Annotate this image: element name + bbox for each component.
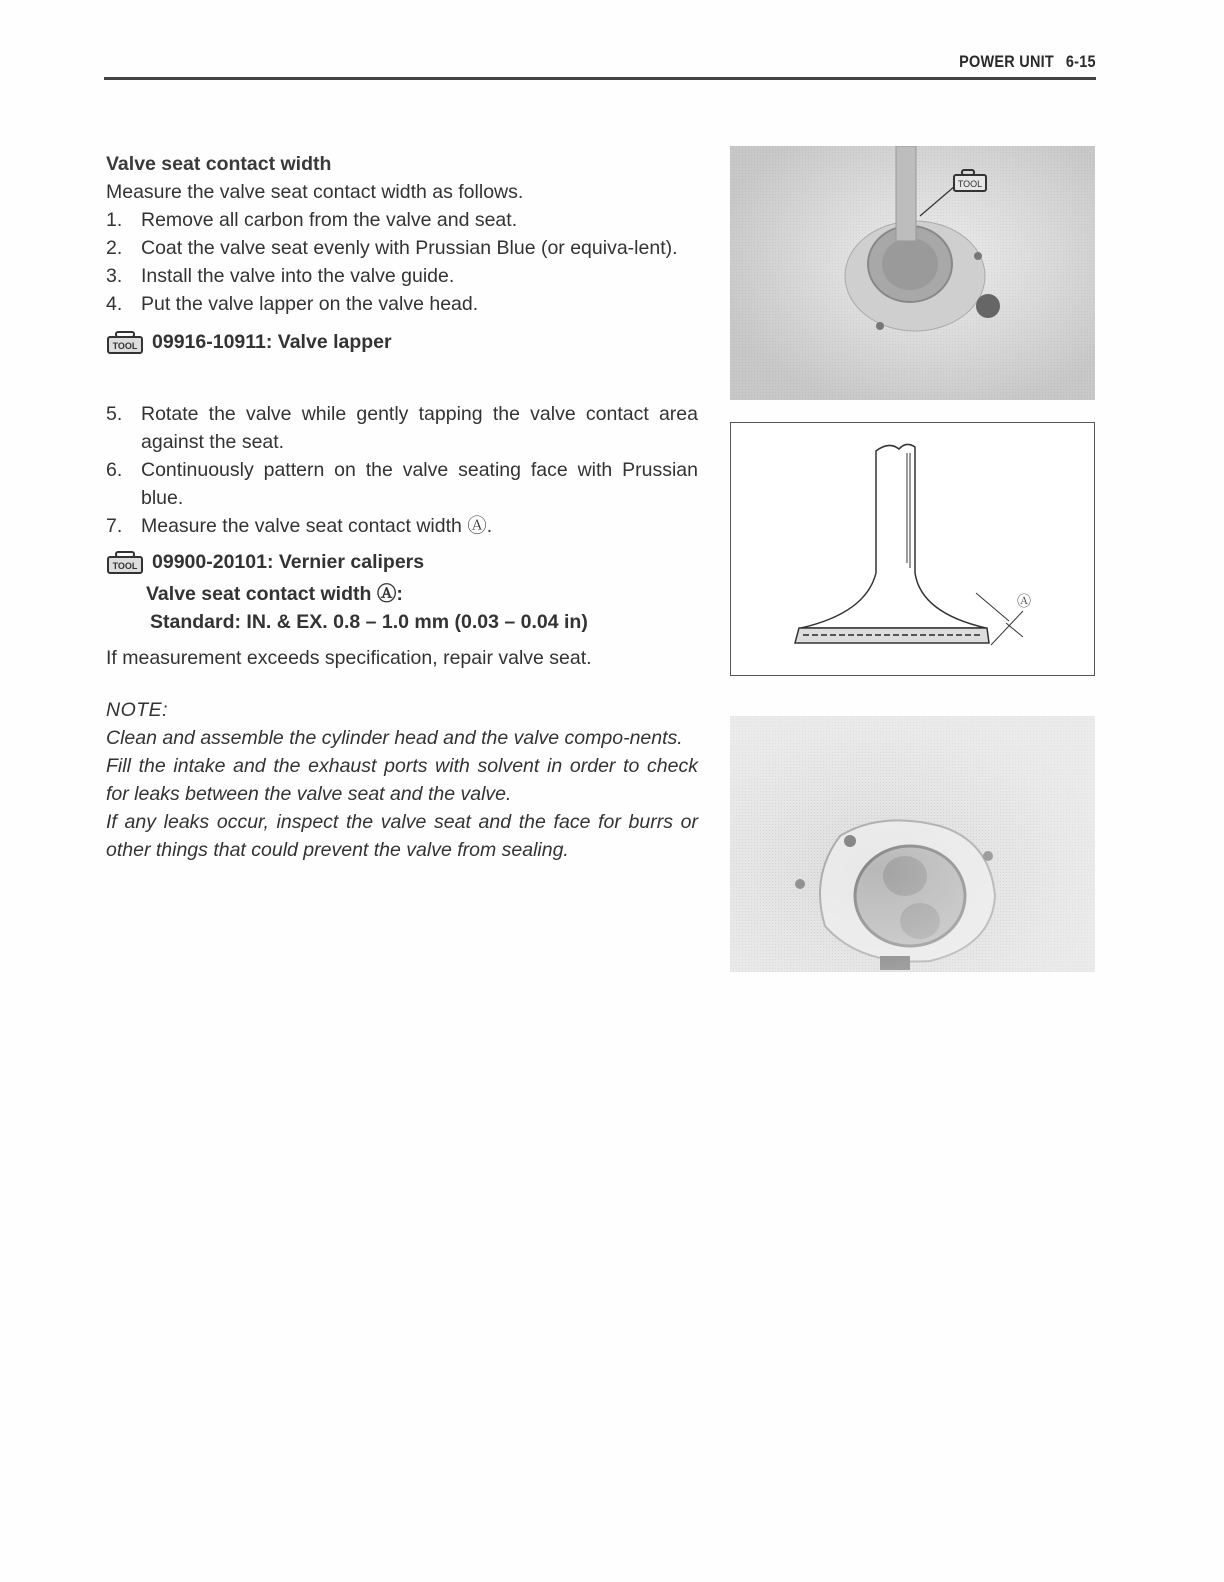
- step-item: [106, 456, 698, 512]
- step-item: [106, 290, 698, 318]
- spec-standard: Standard: IN. & EX. 0.8 – 1.0 mm (0.03 – 0.04 in): [150, 611, 588, 633]
- step-number: 2.: [106, 237, 123, 259]
- tool-icon: [106, 551, 144, 573]
- text-column: [106, 150, 698, 864]
- step-number: 6.: [106, 459, 123, 481]
- step-item: [106, 234, 698, 262]
- step-item: [106, 400, 698, 456]
- step-item: [106, 262, 698, 290]
- step-text: Install the valve into the valve guide.: [141, 265, 455, 287]
- step-text: Measure the valve seat contact width Ⓐ.: [141, 515, 493, 537]
- note-line: Clean and assemble the cylinder head and the valve compo-nents.: [106, 727, 683, 749]
- header-text: [947, 52, 1096, 72]
- header-section: POWER UNIT: [959, 52, 1055, 71]
- step-item: [106, 512, 698, 540]
- tool-reference-valve-lapper: [106, 328, 698, 356]
- section-title: Valve seat contact width: [106, 153, 332, 175]
- specification-block: [146, 580, 698, 636]
- tool-reference-vernier-calipers: [106, 548, 698, 576]
- tool-label: 09900-20101: Vernier calipers: [152, 551, 425, 573]
- step-number: 4.: [106, 293, 123, 315]
- tool-label: 09916-10911: Valve lapper: [152, 331, 392, 353]
- step-item: [106, 206, 698, 234]
- tool-icon: [106, 331, 144, 353]
- step-text: Put the valve lapper on the valve head.: [141, 293, 479, 315]
- contact-width-label: Ⓐ: [1017, 594, 1031, 610]
- note-title: NOTE:: [106, 699, 169, 721]
- photo-valve-lapper: [730, 146, 1095, 400]
- svg-text:TOOL: TOOL: [957, 179, 983, 189]
- note-line: Fill the intake and the exhaust ports with solvent in order to check for leaks between the valve seat and the valve.: [106, 755, 698, 805]
- step-text: Remove all carbon from the valve and seat.: [141, 209, 518, 231]
- svg-text:TOOL: TOOL: [112, 561, 138, 571]
- page-header: [104, 52, 1096, 82]
- step-number: 5.: [106, 403, 123, 425]
- svg-text:TOOL: TOOL: [112, 341, 138, 351]
- intro-text: Measure the valve seat contact width as follows.: [106, 181, 524, 203]
- step-number: 3.: [106, 265, 123, 287]
- step-text: Rotate the valve while gently tapping the valve contact area against the seat.: [141, 403, 698, 453]
- header-rule: [104, 77, 1096, 80]
- photo-cylinder-head-leak-check: [730, 716, 1095, 972]
- step-text: Continuously pattern on the valve seating face with Prussian blue.: [141, 459, 698, 509]
- repair-text: If measurement exceeds specification, repair valve seat.: [106, 647, 592, 669]
- diagram-valve-contact-width: [730, 422, 1095, 676]
- note-line: If any leaks occur, inspect the valve seat and the face for burrs or other things that could prevent the valve from sealing.: [106, 811, 698, 861]
- step-number: 7.: [106, 515, 123, 537]
- header-page-number: 6-15: [1066, 52, 1096, 71]
- step-text: Coat the valve seat evenly with Prussian Blue (or equiva-lent).: [141, 237, 678, 259]
- step-number: 1.: [106, 209, 123, 231]
- spec-label: Valve seat contact width Ⓐ:: [146, 583, 403, 605]
